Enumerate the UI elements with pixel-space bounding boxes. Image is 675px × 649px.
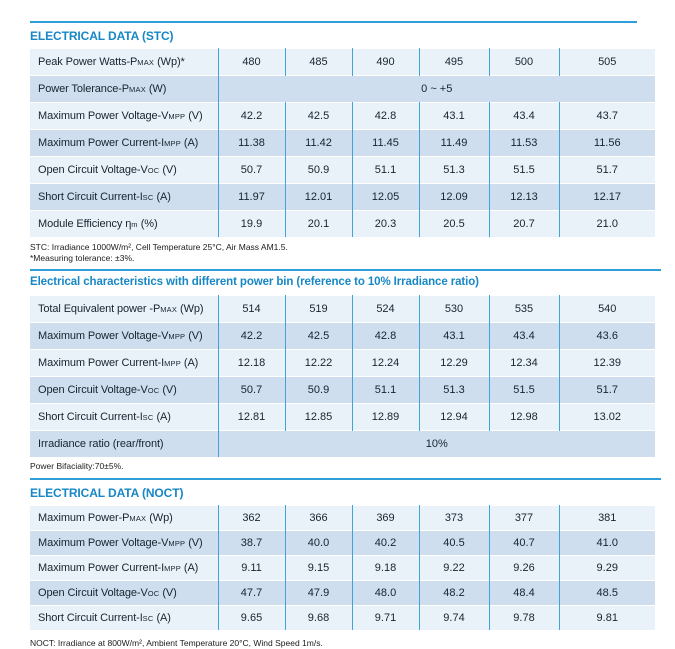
value-cell: 48.0 [352,581,419,606]
value-cell: 20.3 [352,211,419,238]
subscript: MPP [168,332,186,341]
value-cell: 12.94 [419,404,489,431]
value-cell: 519 [285,296,352,323]
section-heading-stc: ELECTRICAL DATA (STC) [30,29,174,43]
value-cell: 12.39 [559,350,655,377]
value-cell: 12.05 [352,184,419,211]
value-cell: 373 [419,506,489,531]
row-label: Maximum Power Current-IMPP (A) [30,350,218,377]
value-cell: 12.22 [285,350,352,377]
row-label: Power Tolerance-PMAX (W) [30,76,218,103]
row-label: Total Equivalent power -PMAX (Wp) [30,296,218,323]
row-label: Short Circuit Current-ISC (A) [30,404,218,431]
value-cell: 19.9 [218,211,285,238]
value-cell: 40.2 [352,531,419,556]
value-cell: 20.7 [489,211,559,238]
subscript: MPP [164,139,181,148]
value-cell: 42.8 [352,103,419,130]
value-cell: 40.5 [419,531,489,556]
value-cell: 11.45 [352,130,419,157]
subscript: SC [142,413,154,422]
value-cell: 490 [352,49,419,76]
section-divider-line [30,478,661,480]
value-cell: 51.7 [559,157,655,184]
table-row [30,103,655,130]
footnote: *Measuring tolerance: ±3%. [30,253,135,263]
table-row [30,350,655,377]
table-row [30,581,655,606]
value-cell: 495 [419,49,489,76]
row-label: Peak Power Watts-PMAX (Wp)* [30,49,218,76]
table-row [30,404,655,431]
value-cell: 21.0 [559,211,655,238]
row-label: Maximum Power Current-IMPP (A) [30,556,218,581]
value-cell: 366 [285,506,352,531]
value-cell: 50.9 [285,377,352,404]
value-cell: 377 [489,506,559,531]
value-cell: 50.7 [218,157,285,184]
value-cell: 43.7 [559,103,655,130]
noct-footnotes [30,638,655,649]
value-cell: 9.68 [285,606,352,631]
value-cell: 9.81 [559,606,655,631]
value-cell: 11.97 [218,184,285,211]
row-label: Open Circuit Voltage-VOC (V) [30,581,218,606]
table-row [30,606,655,631]
table-row [30,556,655,581]
value-cell: 524 [352,296,419,323]
subscript: MPP [168,112,186,121]
value-cell: 12.24 [352,350,419,377]
table-row [30,531,655,556]
value-cell: 9.71 [352,606,419,631]
value-cell: 369 [352,506,419,531]
value-cell: 51.3 [419,157,489,184]
value-cell: 42.2 [218,103,285,130]
value-cell: 20.1 [285,211,352,238]
value-cell: 51.1 [352,157,419,184]
value-cell: 11.56 [559,130,655,157]
value-cell: 12.34 [489,350,559,377]
value-cell: 51.1 [352,377,419,404]
value-cell: 40.0 [285,531,352,556]
value-cell: 9.65 [218,606,285,631]
value-cell: 11.49 [419,130,489,157]
value-cell: 535 [489,296,559,323]
value-cell: 381 [559,506,655,531]
powerbin-footnotes [30,461,655,472]
value-cell: 13.02 [559,404,655,431]
subscript: OC [147,166,160,175]
value-cell: 43.4 [489,323,559,350]
row-label: Module Efficiency ηm (%) [30,211,218,238]
table-row [30,49,655,76]
table-row [30,184,655,211]
table-row [30,296,655,323]
value-cell: 42.5 [285,103,352,130]
row-label: Open Circuit Voltage-VOC (V) [30,157,218,184]
noct-table [30,505,655,630]
subscript: MAX [160,305,178,314]
top-divider-line [30,21,637,23]
section-heading-noct: ELECTRICAL DATA (NOCT) [30,486,184,500]
value-cell: 12.98 [489,404,559,431]
value-cell: 48.4 [489,581,559,606]
value-cell: 41.0 [559,531,655,556]
value-cell: 514 [218,296,285,323]
row-label: Short Circuit Current-ISC (A) [30,606,218,631]
value-cell: 51.7 [559,377,655,404]
value-cell: 9.11 [218,556,285,581]
table-row [30,211,655,238]
value-cell: 48.5 [559,581,655,606]
value-cell: 530 [419,296,489,323]
value-cell: 9.22 [419,556,489,581]
footnote: NOCT: Irradiance at 800W/m², Ambient Temperature 20°C, Wind Speed 1m/s. [30,638,323,648]
value-cell: 42.8 [352,323,419,350]
subscript: OC [147,589,160,598]
value-cell: 43.1 [419,323,489,350]
table-row [30,377,655,404]
value-cell: 42.2 [218,323,285,350]
value-cell: 9.15 [285,556,352,581]
table-row [30,431,655,458]
row-label: Maximum Power Current-IMPP (A) [30,130,218,157]
table-row [30,130,655,157]
row-label: Maximum Power Voltage-VMPP (V) [30,323,218,350]
subscript: MPP [168,539,186,548]
value-cell: 12.17 [559,184,655,211]
value-cell: 50.7 [218,377,285,404]
value-cell: 12.13 [489,184,559,211]
value-cell: 11.42 [285,130,352,157]
value-cell: 12.81 [218,404,285,431]
value-cell: 12.29 [419,350,489,377]
footnote: STC: Irradiance 1000W/m², Cell Temperature 25°C, Air Mass AM1.5. [30,242,288,252]
row-label: Open Circuit Voltage-VOC (V) [30,377,218,404]
merged-value-cell: 0 ~ +5 [218,76,655,103]
subscript: m [131,220,138,229]
value-cell: 12.01 [285,184,352,211]
value-cell: 9.74 [419,606,489,631]
value-cell: 43.4 [489,103,559,130]
subscript: SC [142,193,154,202]
table-row [30,506,655,531]
stc-footnotes [30,242,655,264]
value-cell: 11.38 [218,130,285,157]
value-cell: 12.09 [419,184,489,211]
footnote: Power Bifaciality:70±5%. [30,461,124,471]
value-cell: 48.2 [419,581,489,606]
subscript: MAX [129,85,146,94]
value-cell: 9.26 [489,556,559,581]
value-cell: 12.85 [285,404,352,431]
value-cell: 43.6 [559,323,655,350]
value-cell: 51.5 [489,377,559,404]
value-cell: 38.7 [218,531,285,556]
value-cell: 47.7 [218,581,285,606]
subscript: SC [142,614,154,623]
value-cell: 12.18 [218,350,285,377]
value-cell: 505 [559,49,655,76]
subscript: OC [147,386,160,395]
value-cell: 51.5 [489,157,559,184]
subscript: MPP [164,564,181,573]
row-label: Irradiance ratio (rear/front) [30,431,218,458]
value-cell: 362 [218,506,285,531]
row-label: Maximum Power-PMAX (Wp) [30,506,218,531]
powerbin-table [30,295,655,457]
value-cell: 40.7 [489,531,559,556]
value-cell: 50.9 [285,157,352,184]
value-cell: 20.5 [419,211,489,238]
row-label: Short Circuit Current-ISC (A) [30,184,218,211]
section-heading-powerbin: Electrical characteristics with different power bin (reference to 10% Irradiance ratio) [30,276,479,288]
table-row [30,76,655,103]
value-cell: 485 [285,49,352,76]
value-cell: 9.78 [489,606,559,631]
value-cell: 42.5 [285,323,352,350]
value-cell: 12.89 [352,404,419,431]
value-cell: 9.29 [559,556,655,581]
stc-table [30,48,655,237]
value-cell: 9.18 [352,556,419,581]
subscript: MPP [164,359,181,368]
value-cell: 540 [559,296,655,323]
table-row [30,157,655,184]
value-cell: 47.9 [285,581,352,606]
value-cell: 480 [218,49,285,76]
section-divider-line [30,269,661,271]
value-cell: 11.53 [489,130,559,157]
table-row [30,323,655,350]
subscript: MAX [137,58,155,67]
row-label: Maximum Power Voltage-VMPP (V) [30,531,218,556]
value-cell: 500 [489,49,559,76]
value-cell: 43.1 [419,103,489,130]
row-label: Maximum Power Voltage-VMPP (V) [30,103,218,130]
subscript: MAX [129,514,147,523]
value-cell: 51.3 [419,377,489,404]
merged-value-cell: 10% [218,431,655,458]
